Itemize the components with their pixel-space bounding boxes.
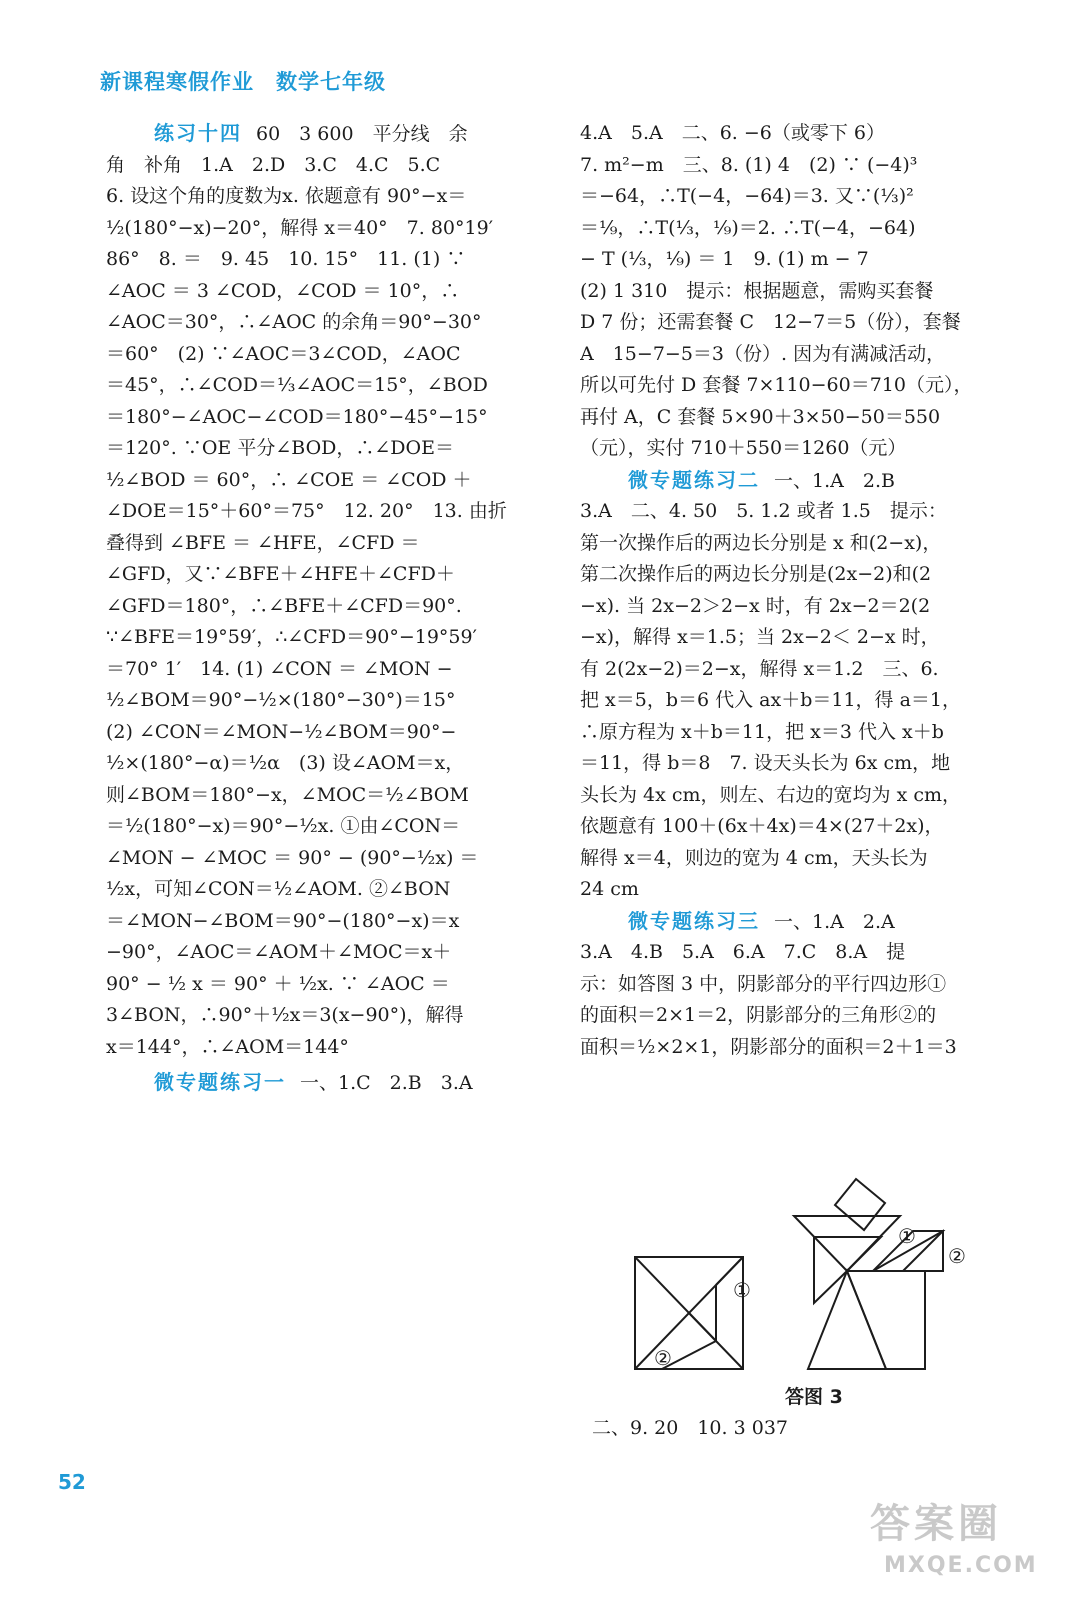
answer-line: D 7 份；还需套餐 C 12−7＝5（份），套餐 — [580, 311, 961, 333]
answer-line — [580, 465, 1010, 497]
answer-line: ∠AOC＝30°，∴∠AOC 的余角＝90°−30° — [106, 311, 482, 333]
answer-line: 叠得到 ∠BFE ＝ ∠HFE，∠CFD ＝ — [106, 531, 420, 554]
right-column — [580, 118, 1010, 1063]
tangram-bird — [794, 1179, 943, 1369]
right-answer-lines — [580, 118, 1010, 465]
figure-caption: 答图 3 — [785, 1386, 843, 1408]
answer-line: −x). 当 2x−2＞2−x 时，有 2x−2＝2(2 — [580, 594, 931, 617]
answer-line: (2) ∠CON＝∠MON−½∠BOM＝90°− — [106, 720, 457, 743]
answer-line: 4.A 5.A 二、6. −6（或零下 6） — [580, 122, 886, 144]
answer-line: 所以可先付 D 套餐 7×110−60＝710（元）， — [580, 374, 973, 396]
answer-line: 7. m²−m 三、8. (1) 4 (2) ∵ (−4)³ — [580, 153, 918, 176]
answer-line: 依题意有 100＋(6x＋4x)＝4×(27＋2x)， — [580, 815, 944, 837]
page-header — [100, 66, 386, 96]
answer-line: −90°，∠AOC＝∠AOM＋∠MOC＝x＋ — [106, 941, 452, 963]
answer-line: (2) 1 310 提示：根据题意，需购买套餐 — [580, 279, 934, 302]
answer-line: （元），实付 710＋550＝1260（元） — [580, 437, 907, 459]
answer-line — [106, 1067, 536, 1099]
section-title-micro-1: 微专题练习一 — [154, 1070, 286, 1094]
answer-line: ∠MON − ∠MOC ＝ 90° − (90°−½x) ＝ — [106, 846, 479, 869]
answer-line: 6. 设这个角的度数为x. 依题意有 90°−x＝ — [106, 185, 467, 207]
answer-line: 面积＝½×2×1，阴影部分的面积＝2＋1＝3 — [580, 1035, 957, 1058]
answer-line: ½(180°−x)−20°，解得 x＝40° 7. 80°19′ — [106, 216, 494, 239]
answer-line: ½×(180°−α)＝½α (3) 设∠AOM＝x， — [106, 752, 465, 774]
book-title: 新课程寒假作业 — [100, 70, 254, 94]
page-number: 52 — [58, 1470, 86, 1494]
answer-line: ∠DOE＝15°＋60°＝75° 12. 20° 13. 由折 — [106, 500, 507, 522]
answer-line: ＝70° 1′ 14. (1) ∠CON ＝ ∠MON − — [106, 657, 453, 680]
answer-line: 有 2(2x−2)＝2−x，解得 x＝1.2 三、6. — [580, 657, 939, 680]
answer-line: ＝½(180°−x)＝90°−½x. ①由∠CON＝ — [106, 815, 461, 837]
answer-line: ∠GFD＝180°，∴∠BFE＋∠CFD＝90°. — [106, 594, 462, 617]
micro-2-lines — [580, 496, 1010, 906]
answer-line: 示：如答图 3 中，阴影部分的平行四边形① — [580, 972, 947, 995]
answer-text: 一、1.C 2.B 3.A — [300, 1072, 473, 1094]
answer-line: ＝∠MON−∠BOM＝90°−(180°−x)＝x — [106, 909, 460, 932]
answer-line: ∠GFD，又∵∠BFE＋∠HFE＋∠CFD＋ — [106, 563, 455, 585]
answer-line: 把 x＝5，b＝6 代入 ax＋b＝11，得 a＝1， — [580, 689, 962, 711]
answer-line: 解得 x＝4，则边的宽为 4 cm，天头长为 — [580, 846, 928, 869]
answer-line: 第一次操作后的两边长分别是 x 和(2−x)， — [580, 531, 942, 554]
figure-label-2-square: ② — [654, 1346, 672, 1370]
answer-line: ＝45°，∴∠COD＝⅓∠AOC＝15°，∠BOD — [106, 374, 488, 396]
answer-line: 第二次操作后的两边长分别是(2x−2)和(2 — [580, 563, 932, 585]
section-title-exercise-14: 练习十四 — [154, 121, 242, 145]
answer-line: ½∠BOD ＝ 60°，∴ ∠COE ＝ ∠COD ＋ — [106, 468, 472, 491]
answer-line: 角 补角 1.A 2.D 3.C 4.C 5.C — [106, 153, 441, 176]
answer-line — [580, 906, 1010, 938]
answer-line: ∵∠BFE＝19°59′，∴∠CFD＝90°−19°59′ — [106, 626, 477, 648]
answer-line: −x)，解得 x＝1.5；当 2x−2＜ 2−x 时， — [580, 626, 940, 648]
answer-line: 则∠BOM＝180°−x，∠MOC＝½∠BOM — [106, 783, 469, 806]
answer-line: ＝11，得 b＝8 7. 设天头长为 6x cm，地 — [580, 752, 951, 774]
left-answer-lines — [106, 150, 536, 1064]
answer-line: 86° 8. ＝ 9. 45 10. 15° 11. (1) ∵ — [106, 248, 466, 270]
section-title-micro-3: 微专题练习三 — [628, 908, 760, 933]
answer-line: 头长为 4x cm，则左、右边的宽均为 x cm， — [580, 783, 961, 806]
subject-title: 数学七年级 — [276, 70, 386, 94]
answer-line: 90° − ½ x ＝ 90° ＋ ½x. ∵ ∠AOC ＝ — [106, 972, 450, 995]
answer-line: A 15−7−5＝3（份）. 因为有满减活动， — [580, 342, 946, 365]
answer-line: 的面积＝2×1＝2，阴影部分的三角形②的 — [580, 1004, 937, 1026]
answer-line: ＝−64，∴T(−4，−64)＝3. 又∵(⅓)² — [580, 185, 914, 207]
answer-line: ∠AOC ＝ 3 ∠COD，∠COD ＝ 10°，∴ — [106, 279, 460, 302]
answer-line: ½∠BOM＝90°−½×(180°−30°)＝15° — [106, 689, 456, 711]
left-column — [106, 118, 536, 1099]
answer-line: − T (⅓，⅑) ＝ 1 9. (1) m − 7 — [580, 248, 869, 270]
answer-line: ＝120°. ∵OE 平分∠BOD，∴∠DOE＝ — [106, 437, 454, 459]
answer-line: 3∠BON，∴90°＋½x＝3(x−90°)，解得 — [106, 1004, 464, 1026]
watermark-text: 答案圈 — [870, 1501, 1002, 1547]
answer-line: ＝180°−∠AOC−∠COD＝180°−45°−15° — [106, 405, 488, 428]
tangram-square — [635, 1257, 743, 1369]
answer-line: 24 cm — [580, 878, 639, 900]
answer-text: 一、1.A 2.B — [774, 469, 895, 492]
figure-label-2-bird: ② — [948, 1244, 966, 1268]
answer-line: ∴原方程为 x＋b＝11，把 x＝3 代入 x＋b — [580, 720, 944, 743]
watermark-url: MXQE.COM — [884, 1553, 1038, 1578]
answer-line: 3.A 二、4. 50 5. 1.2 或者 1.5 提示： — [580, 500, 947, 522]
figure-label-1-square: ① — [733, 1278, 751, 1302]
section-title-micro-2: 微专题练习二 — [628, 467, 760, 492]
answer-line: ½x，可知∠CON＝½∠AOM. ②∠BON — [106, 878, 451, 900]
answer-line: 3.A 4.B 5.A 6.A 7.C 8.A 提 — [580, 941, 906, 963]
answer-text: 一、1.A 2.A — [774, 910, 895, 933]
answer-after-figure: 二、9. 20 10. 3 037 — [592, 1417, 788, 1439]
answer-line: 再付 A，C 套餐 5×90＋3×50−50＝550 — [580, 405, 941, 428]
figure-label-1-bird: ① — [898, 1224, 916, 1248]
answer-line: ＝⅑，∴T(⅓，⅑)＝2. ∴T(−4，−64) — [580, 216, 916, 239]
answer-line — [106, 118, 536, 150]
answer-line: x＝144°，∴∠AOM＝144° — [106, 1035, 349, 1058]
answer-text: 60 3 600 平分线 余 — [256, 123, 468, 145]
answer-line: ＝60° (2) ∵∠AOC＝3∠COD，∠AOC — [106, 342, 461, 365]
micro-3-lines — [580, 937, 1010, 1063]
watermark-logo — [870, 1492, 1070, 1592]
